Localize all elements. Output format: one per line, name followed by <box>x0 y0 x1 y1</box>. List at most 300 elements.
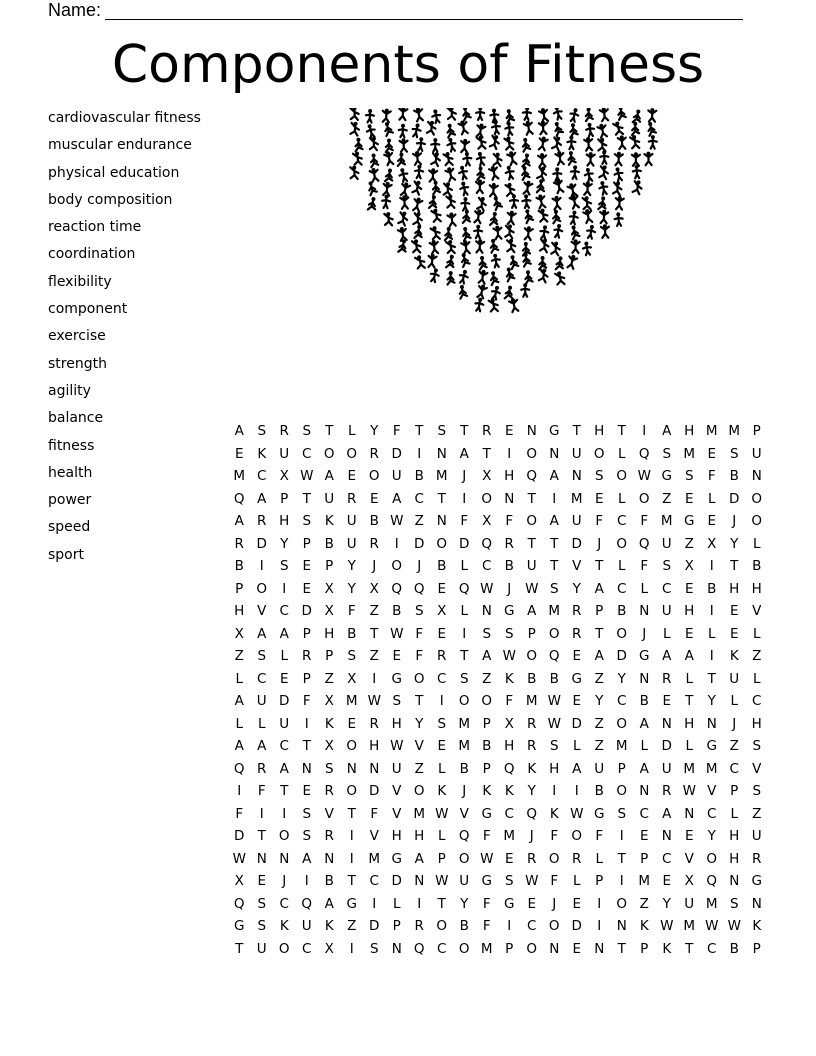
grid-letter: E <box>729 603 739 620</box>
grid-letter: V <box>572 558 582 575</box>
grid-letter: K <box>437 783 447 800</box>
grid-letter: O <box>346 445 358 462</box>
person-figure-icon <box>633 109 643 124</box>
person-figure-icon <box>600 150 608 164</box>
grid-letter: W <box>570 805 584 822</box>
grid-letter: L <box>752 625 761 642</box>
grid-letter: Z <box>347 918 357 935</box>
word-list-item: strength <box>48 355 107 372</box>
grid-letter: P <box>325 648 334 665</box>
grid-letter: S <box>279 558 289 575</box>
grid-letter: Q <box>233 760 245 777</box>
grid-letter: Z <box>594 738 604 755</box>
grid-letter: A <box>662 805 672 822</box>
grid-letter: W <box>547 693 561 710</box>
grid-row <box>228 713 768 736</box>
grid-letter: O <box>616 715 628 732</box>
grid-letter: Q <box>301 895 313 912</box>
person-figure-icon <box>552 108 563 120</box>
person-figure-icon <box>445 227 453 241</box>
person-figure-icon <box>509 255 518 270</box>
grid-letter: I <box>417 895 422 912</box>
grid-letter: L <box>640 580 649 597</box>
person-figure-icon <box>553 210 560 224</box>
grid-letter: Y <box>730 535 739 552</box>
person-figure-icon <box>630 134 640 149</box>
grid-letter: Z <box>662 490 672 507</box>
grid-letter: E <box>684 625 694 642</box>
person-figure-icon <box>443 151 453 166</box>
grid-letter: O <box>706 850 718 867</box>
grid-letter: M <box>705 895 718 912</box>
grid-letter: S <box>752 738 762 755</box>
grid-letter: Z <box>639 895 649 912</box>
grid-letter: Z <box>414 513 424 530</box>
person-figure-icon <box>461 197 469 211</box>
grid-letter: C <box>302 445 312 462</box>
page-title: Components of Fitness <box>111 35 705 95</box>
grid-letter: B <box>617 603 627 620</box>
grid-letter: I <box>394 535 399 552</box>
grid-letter: T <box>685 940 694 957</box>
person-figure-icon <box>598 138 606 152</box>
grid-letter: U <box>661 535 672 552</box>
grid-letter: M <box>683 918 696 935</box>
grid-letter: X <box>234 873 244 890</box>
grid-letter: W <box>390 513 404 530</box>
grid-row <box>228 600 768 623</box>
grid-letter: R <box>414 918 424 935</box>
person-figure-icon <box>431 208 442 223</box>
grid-letter: Q <box>233 490 245 507</box>
grid-letter: P <box>302 535 311 552</box>
person-figure-icon <box>525 270 533 284</box>
grid-letter: D <box>459 535 470 552</box>
grid-letter: G <box>684 513 695 530</box>
grid-letter: U <box>684 895 695 912</box>
grid-letter: N <box>526 423 537 440</box>
grid-letter: X <box>324 580 334 597</box>
name-field[interactable] <box>48 0 743 20</box>
grid-letter: F <box>392 423 401 440</box>
grid-letter: I <box>619 873 624 890</box>
person-figure-icon <box>490 285 501 300</box>
grid-letter: H <box>391 828 402 845</box>
grid-letter: J <box>282 873 287 890</box>
grid-letter: I <box>552 490 557 507</box>
grid-letter: A <box>549 513 559 530</box>
grid-letter: L <box>460 603 469 620</box>
grid-letter: F <box>550 828 559 845</box>
grid-letter: A <box>324 895 334 912</box>
grid-letter: F <box>235 805 244 822</box>
grid-letter: C <box>279 895 289 912</box>
grid-letter: O <box>458 693 470 710</box>
grid-letter: W <box>300 468 314 485</box>
grid-letter: R <box>324 783 334 800</box>
grid-letter: A <box>234 738 244 755</box>
person-figure-icon <box>398 152 406 166</box>
grid-letter: R <box>527 715 537 732</box>
grid-letter: W <box>367 693 381 710</box>
grid-letter: A <box>639 715 649 732</box>
grid-letter: S <box>414 603 424 620</box>
person-figure-icon <box>369 167 379 182</box>
grid-letter: K <box>324 715 334 732</box>
grid-letter: R <box>369 715 379 732</box>
grid-letter: R <box>482 423 492 440</box>
grid-letter: D <box>234 828 245 845</box>
grid-letter: R <box>504 535 514 552</box>
grid-letter: Z <box>594 670 604 687</box>
grid-letter: C <box>369 873 379 890</box>
person-figure-icon <box>446 254 456 269</box>
grid-letter: O <box>346 738 358 755</box>
grid-row <box>228 938 768 961</box>
grid-letter: Z <box>369 603 379 620</box>
grid-letter: Y <box>595 693 604 710</box>
grid-letter: B <box>482 738 492 755</box>
grid-letter: N <box>751 895 762 912</box>
person-figure-icon <box>553 167 561 181</box>
grid-letter: T <box>685 693 694 710</box>
grid-letter: R <box>324 828 334 845</box>
grid-letter: E <box>369 490 379 507</box>
person-figure-icon <box>539 256 546 270</box>
grid-letter: X <box>324 738 334 755</box>
grid-letter: K <box>482 783 492 800</box>
grid-letter: S <box>504 873 514 890</box>
grid-letter: V <box>459 805 469 822</box>
person-figure-icon <box>446 123 455 137</box>
grid-letter: H <box>279 513 290 530</box>
grid-letter: U <box>279 715 290 732</box>
grid-letter: F <box>505 513 514 530</box>
grid-letter: X <box>369 580 379 597</box>
person-figure-icon <box>413 212 423 226</box>
grid-letter: V <box>414 738 424 755</box>
person-figure-icon <box>569 210 579 224</box>
grid-letter: G <box>391 850 402 867</box>
grid-letter: S <box>729 895 739 912</box>
grid-letter: J <box>597 535 602 552</box>
person-figure-icon <box>460 252 470 267</box>
grid-letter: M <box>615 738 628 755</box>
person-figure-icon <box>504 121 514 135</box>
grid-letter: P <box>280 490 289 507</box>
person-figure-icon <box>350 165 358 179</box>
grid-letter: H <box>414 828 425 845</box>
grid-letter: S <box>662 558 672 575</box>
grid-letter: E <box>347 468 357 485</box>
person-figure-icon <box>553 121 563 136</box>
person-figure-icon <box>385 168 394 183</box>
person-figure-icon <box>632 122 639 136</box>
grid-letter: T <box>257 828 266 845</box>
grid-letter: R <box>257 513 267 530</box>
grid-letter: X <box>707 535 717 552</box>
person-figure-icon <box>522 138 530 152</box>
grid-letter: E <box>302 580 312 597</box>
person-figure-icon <box>539 268 549 283</box>
person-figure-icon <box>537 166 548 181</box>
grid-letter: D <box>391 445 402 462</box>
grid-letter: G <box>594 805 605 822</box>
person-figure-icon <box>583 208 593 223</box>
person-figure-icon <box>398 226 408 241</box>
grid-letter: M <box>728 423 741 440</box>
grid-letter: I <box>709 603 714 620</box>
grid-letter: E <box>257 873 267 890</box>
grid-letter: P <box>235 580 244 597</box>
person-figure-icon <box>507 151 518 166</box>
grid-letter: L <box>685 738 694 755</box>
grid-letter: P <box>752 423 761 440</box>
grid-letter: L <box>640 738 649 755</box>
grid-letter: I <box>507 918 512 935</box>
person-figure-icon <box>386 139 393 153</box>
word-list-item: muscular endurance <box>48 137 192 154</box>
grid-letter: N <box>729 873 740 890</box>
grid-letter: R <box>302 648 312 665</box>
grid-letter: I <box>709 558 714 575</box>
grid-letter: O <box>278 828 290 845</box>
grid-row <box>228 488 768 511</box>
grid-letter: P <box>325 558 334 575</box>
grid-letter: K <box>729 648 739 665</box>
person-figure-icon <box>444 182 452 196</box>
grid-letter: C <box>639 805 649 822</box>
person-figure-icon <box>551 241 560 255</box>
grid-letter: I <box>462 490 467 507</box>
word-list-item: health <box>48 464 93 481</box>
grid-letter: F <box>640 558 649 575</box>
grid-letter: T <box>527 490 536 507</box>
grid-letter: F <box>460 513 469 530</box>
grid-letter: F <box>370 805 379 822</box>
person-figure-icon <box>585 122 595 136</box>
grid-letter: L <box>235 715 244 732</box>
person-figure-icon <box>507 239 515 253</box>
person-figure-icon <box>601 224 609 238</box>
grid-letter: B <box>639 693 649 710</box>
grid-letter: O <box>616 535 628 552</box>
person-figure-icon <box>473 209 483 224</box>
grid-letter: F <box>640 513 649 530</box>
grid-letter: M <box>705 760 718 777</box>
grid-letter: R <box>662 670 672 687</box>
person-figure-icon <box>567 136 575 150</box>
grid-letter: A <box>234 513 244 530</box>
grid-letter: H <box>684 715 695 732</box>
grid-letter: O <box>436 535 448 552</box>
person-figure-icon <box>538 136 548 151</box>
grid-letter: J <box>529 828 534 845</box>
person-figure-icon <box>570 123 578 137</box>
grid-letter: N <box>684 805 695 822</box>
person-figure-icon <box>599 165 609 179</box>
grid-letter: T <box>595 558 604 575</box>
grid-letter: A <box>594 580 604 597</box>
grid-letter: T <box>617 940 626 957</box>
grid-letter: D <box>616 648 627 665</box>
person-figure-icon <box>350 121 359 135</box>
person-figure-icon <box>458 269 469 284</box>
grid-letter: T <box>370 625 379 642</box>
grid-letter: O <box>751 513 763 530</box>
grid-row <box>228 420 768 443</box>
grid-letter: P <box>617 760 626 777</box>
grid-letter: E <box>639 828 649 845</box>
grid-letter: L <box>662 625 671 642</box>
grid-letter: L <box>707 625 716 642</box>
person-figure-icon <box>570 225 580 240</box>
person-figure-icon <box>524 209 533 224</box>
grid-letter: S <box>684 468 694 485</box>
grid-letter: Y <box>347 558 356 575</box>
person-figure-icon <box>523 120 533 135</box>
person-figure-icon <box>460 139 469 153</box>
person-figure-icon <box>412 180 423 195</box>
grid-letter: A <box>549 468 559 485</box>
grid-letter: T <box>617 850 626 867</box>
person-figure-icon <box>429 268 440 283</box>
word-list-item: flexibility <box>48 273 112 290</box>
grid-letter: L <box>460 558 469 575</box>
person-figure-icon <box>507 210 516 224</box>
grid-letter: Y <box>707 828 716 845</box>
person-figure-icon <box>521 166 529 180</box>
grid-letter: K <box>549 805 559 822</box>
grid-letter: B <box>392 603 402 620</box>
grid-letter: W <box>682 783 696 800</box>
grid-letter: U <box>571 513 582 530</box>
grid-letter: W <box>390 738 404 755</box>
grid-letter: N <box>324 850 335 867</box>
grid-letter: S <box>302 513 312 530</box>
grid-letter: I <box>259 558 264 575</box>
grid-letter: U <box>256 940 267 957</box>
grid-letter: T <box>415 693 424 710</box>
person-figure-icon <box>411 123 422 138</box>
grid-letter: I <box>439 693 444 710</box>
grid-letter: L <box>617 558 626 575</box>
grid-letter: W <box>480 850 494 867</box>
grid-letter: N <box>256 850 267 867</box>
person-figure-icon <box>506 109 515 123</box>
person-figure-icon <box>382 108 391 122</box>
grid-letter: R <box>662 783 672 800</box>
grid-letter: S <box>437 715 447 732</box>
grid-letter: C <box>279 738 289 755</box>
person-figure-icon <box>370 153 378 167</box>
grid-letter: Q <box>481 535 493 552</box>
grid-letter: P <box>482 715 491 732</box>
grid-letter: X <box>347 670 357 687</box>
person-figure-icon <box>583 181 592 195</box>
grid-letter: N <box>594 940 605 957</box>
person-figure-icon <box>476 284 487 299</box>
person-figure-icon <box>412 239 421 253</box>
grid-letter: N <box>436 513 447 530</box>
grid-letter: L <box>257 715 266 732</box>
person-figure-icon <box>615 196 624 210</box>
grid-letter: Z <box>324 670 334 687</box>
grid-letter: L <box>617 490 626 507</box>
grid-letter: R <box>527 850 537 867</box>
grid-letter: R <box>257 760 267 777</box>
person-figure-icon <box>415 164 424 178</box>
grid-row <box>228 825 768 848</box>
grid-letter: G <box>391 670 402 687</box>
person-figure-icon <box>429 195 438 210</box>
person-figure-icon <box>462 226 471 240</box>
grid-letter: S <box>617 805 627 822</box>
word-list-item: exercise <box>48 328 106 345</box>
grid-letter: I <box>642 423 647 440</box>
grid-letter: F <box>707 468 716 485</box>
grid-letter: I <box>462 625 467 642</box>
grid-letter: G <box>504 895 515 912</box>
grid-letter: R <box>234 535 244 552</box>
grid-letter: M <box>503 828 516 845</box>
grid-letter: A <box>594 648 604 665</box>
grid-letter: H <box>504 468 515 485</box>
grid-letter: P <box>640 850 649 867</box>
person-figure-icon <box>597 123 608 138</box>
grid-letter: F <box>550 873 559 890</box>
person-figure-icon <box>490 238 499 252</box>
word-list-item: physical education <box>48 164 180 181</box>
grid-letter: E <box>662 693 672 710</box>
grid-letter: O <box>481 693 493 710</box>
grid-letter: H <box>594 423 605 440</box>
grid-letter: Z <box>369 648 379 665</box>
grid-letter: A <box>459 445 469 462</box>
grid-letter: M <box>233 468 246 485</box>
grid-letter: P <box>302 625 311 642</box>
grid-letter: N <box>504 490 515 507</box>
person-figure-icon <box>540 238 549 252</box>
grid-letter: D <box>414 535 425 552</box>
person-figure-icon <box>384 212 393 226</box>
grid-letter: M <box>683 445 696 462</box>
grid-letter: T <box>572 423 581 440</box>
grid-letter: I <box>372 895 377 912</box>
grid-letter: T <box>550 558 559 575</box>
grid-letter: L <box>392 895 401 912</box>
grid-letter: N <box>571 468 582 485</box>
grid-letter: Q <box>706 873 718 890</box>
person-figure-icon <box>353 151 363 165</box>
grid-letter: C <box>707 940 717 957</box>
grid-letter: B <box>504 558 514 575</box>
grid-letter: D <box>391 873 402 890</box>
grid-letter: O <box>571 828 583 845</box>
grid-letter: R <box>572 603 582 620</box>
grid-letter: K <box>504 783 514 800</box>
grid-letter: M <box>638 873 651 890</box>
grid-letter: M <box>458 738 471 755</box>
grid-letter: B <box>369 513 379 530</box>
person-figure-icon <box>446 137 457 152</box>
person-figure-icon <box>400 182 411 197</box>
grid-letter: S <box>257 423 267 440</box>
grid-letter: C <box>257 670 267 687</box>
grid-letter: M <box>705 423 718 440</box>
grid-letter: Y <box>370 423 379 440</box>
grid-letter: N <box>301 760 312 777</box>
